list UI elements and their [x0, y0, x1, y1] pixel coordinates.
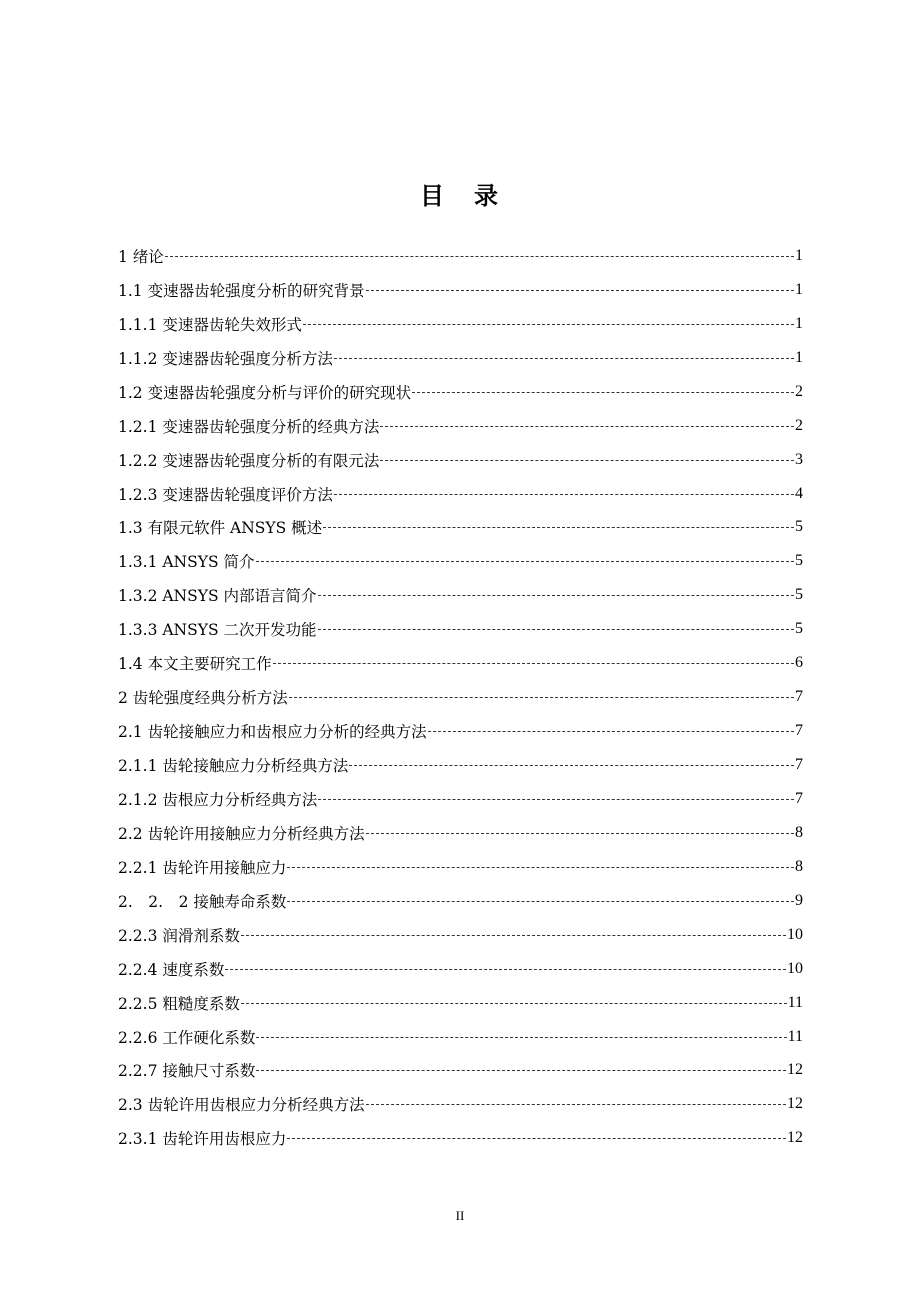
toc-dot-leader	[241, 935, 786, 937]
toc-entry[interactable]	[118, 443, 803, 477]
toc-entry[interactable]	[118, 918, 803, 952]
toc-entry[interactable]	[118, 1054, 803, 1088]
toc-entry-title: 1.3.1 ANSYS 简介	[118, 553, 255, 572]
toc-entry[interactable]	[118, 884, 803, 918]
toc-entry-page: 8	[795, 857, 803, 875]
toc-entry-title: 2.3.1 齿轮许用齿根应力	[118, 1130, 287, 1149]
toc-dot-leader	[256, 1037, 786, 1039]
toc-entry[interactable]	[118, 714, 803, 748]
toc-dot-leader	[165, 256, 794, 258]
toc-entry-page: 12	[787, 1095, 803, 1113]
toc-entry[interactable]	[118, 816, 803, 850]
toc-entry-title: 2.2.7 接触尺寸系数	[118, 1062, 256, 1081]
toc-entry-page: 5	[795, 518, 803, 536]
page-title-part2: 录	[474, 182, 500, 210]
toc-entry-page: 2	[795, 382, 803, 400]
toc-dot-leader	[334, 494, 794, 496]
toc-entry-page: 11	[787, 993, 803, 1011]
toc-entry-page: 5	[795, 586, 803, 604]
toc-dot-leader	[318, 595, 794, 597]
toc-entry-title: 2.2.5 粗糙度系数	[118, 994, 240, 1013]
toc-entry-page: 10	[787, 959, 803, 977]
toc-entry-page: 12	[787, 1061, 803, 1079]
page-number: II	[455, 1208, 465, 1223]
toc-dot-leader	[334, 358, 794, 360]
toc-entry-title: 1.2.2 变速器齿轮强度分析的有限元法	[118, 451, 380, 470]
toc-entry-title: 2 齿轮强度经典分析方法	[118, 689, 288, 708]
toc-entry-title: 1.2.3 变速器齿轮强度评价方法	[118, 485, 333, 504]
toc-dot-leader	[366, 290, 794, 292]
toc-entry-title: 1.3.3 ANSYS 二次开发功能	[118, 621, 317, 640]
toc-dot-leader	[256, 1070, 786, 1072]
toc-dot-leader	[289, 697, 794, 699]
toc-entry-page: 3	[795, 450, 803, 468]
toc-entry-page: 5	[795, 552, 803, 570]
toc-entry[interactable]	[118, 1121, 803, 1155]
toc-dot-leader	[380, 426, 794, 428]
toc-dot-leader	[318, 629, 794, 631]
toc-entry-title: 2.2.6 工作硬化系数	[118, 1028, 256, 1047]
page-title	[0, 176, 920, 216]
toc-entry-page: 8	[795, 823, 803, 841]
toc-entry-page: 7	[795, 756, 803, 774]
toc-entry-title: 1.2 变速器齿轮强度分析与评价的研究现状	[118, 383, 412, 402]
toc-entry[interactable]	[118, 680, 803, 714]
page-title-part1: 目	[420, 182, 446, 210]
toc-entry[interactable]	[118, 341, 803, 375]
toc-entry[interactable]	[118, 952, 803, 986]
toc-dot-leader	[380, 460, 794, 462]
toc-entry-page: 6	[795, 654, 803, 672]
toc-dot-leader	[303, 324, 794, 326]
toc-entry[interactable]	[118, 578, 803, 612]
toc-entry-title: 2.2.3 润滑剂系数	[118, 926, 240, 945]
toc-dot-leader	[318, 799, 794, 801]
toc-entry-page: 1	[795, 348, 803, 366]
toc-dot-leader	[412, 392, 794, 394]
toc-entry-title: 2.3 齿轮许用齿根应力分析经典方法	[118, 1096, 365, 1115]
toc-entry[interactable]	[118, 511, 803, 545]
toc-entry-page: 12	[787, 1129, 803, 1147]
toc-entry[interactable]	[118, 646, 803, 680]
toc-entry-title: 2.2 齿轮许用接触应力分析经典方法	[118, 824, 365, 843]
toc-entry-title: 2. 2. 2 接触寿命系数	[118, 892, 287, 911]
toc-entry-title: 2.2.1 齿轮许用接触应力	[118, 858, 287, 877]
toc-entry-page: 11	[787, 1027, 803, 1045]
toc-entry-page: 5	[795, 620, 803, 638]
toc-entry-page: 9	[795, 891, 803, 909]
toc-entry-page: 2	[795, 416, 803, 434]
toc-entry-title: 1.1 变速器齿轮强度分析的研究背景	[118, 281, 365, 300]
toc-dot-leader	[349, 765, 794, 767]
toc-entry-page: 1	[795, 246, 803, 264]
toc-entry-page: 7	[795, 789, 803, 807]
toc-entry-title: 1.4 本文主要研究工作	[118, 655, 272, 674]
toc-entry[interactable]	[118, 850, 803, 884]
toc-entry[interactable]	[118, 375, 803, 409]
toc-dot-leader	[287, 1138, 786, 1140]
table-of-contents	[118, 239, 803, 1155]
toc-entry-title: 1.3 有限元软件 ANSYS 概述	[118, 519, 323, 538]
toc-entry[interactable]	[118, 612, 803, 646]
toc-entry[interactable]	[118, 307, 803, 341]
toc-dot-leader	[366, 1104, 786, 1106]
toc-entry-title: 2.1.1 齿轮接触应力分析经典方法	[118, 757, 349, 776]
toc-entry[interactable]	[118, 1087, 803, 1121]
toc-dot-leader	[366, 833, 794, 835]
toc-entry-page: 4	[795, 484, 803, 502]
toc-entry-title: 1.1.1 变速器齿轮失效形式	[118, 315, 302, 334]
toc-entry-title: 1.2.1 变速器齿轮强度分析的经典方法	[118, 417, 380, 436]
toc-dot-leader	[225, 969, 786, 971]
toc-entry-page: 1	[795, 314, 803, 332]
toc-entry-title: 2.2.4 速度系数	[118, 960, 225, 979]
toc-entry-title: 2.1 齿轮接触应力和齿根应力分析的经典方法	[118, 723, 427, 742]
toc-entry[interactable]	[118, 782, 803, 816]
toc-entry-page: 7	[795, 688, 803, 706]
toc-dot-leader	[241, 1003, 787, 1005]
toc-dot-leader	[273, 663, 794, 665]
toc-dot-leader	[256, 561, 794, 563]
toc-dot-leader	[287, 867, 794, 869]
toc-entry[interactable]	[118, 477, 803, 511]
toc-entry[interactable]	[118, 986, 803, 1020]
toc-entry-title: 1 绪论	[118, 247, 164, 266]
toc-entry-title: 1.3.2 ANSYS 内部语言简介	[118, 587, 317, 606]
toc-entry-page: 7	[795, 722, 803, 740]
toc-entry[interactable]	[118, 409, 803, 443]
toc-entry[interactable]	[118, 544, 803, 578]
toc-dot-leader	[287, 901, 794, 903]
toc-entry[interactable]	[118, 273, 803, 307]
toc-dot-leader	[428, 731, 794, 733]
toc-dot-leader	[323, 527, 794, 529]
toc-entry[interactable]	[118, 239, 803, 273]
toc-entry-page: 10	[787, 925, 803, 943]
toc-entry-page: 1	[795, 280, 803, 298]
toc-entry[interactable]	[118, 1020, 803, 1054]
toc-entry-title: 1.1.2 变速器齿轮强度分析方法	[118, 349, 333, 368]
toc-entry[interactable]	[118, 748, 803, 782]
toc-entry-title: 2.1.2 齿根应力分析经典方法	[118, 790, 318, 809]
